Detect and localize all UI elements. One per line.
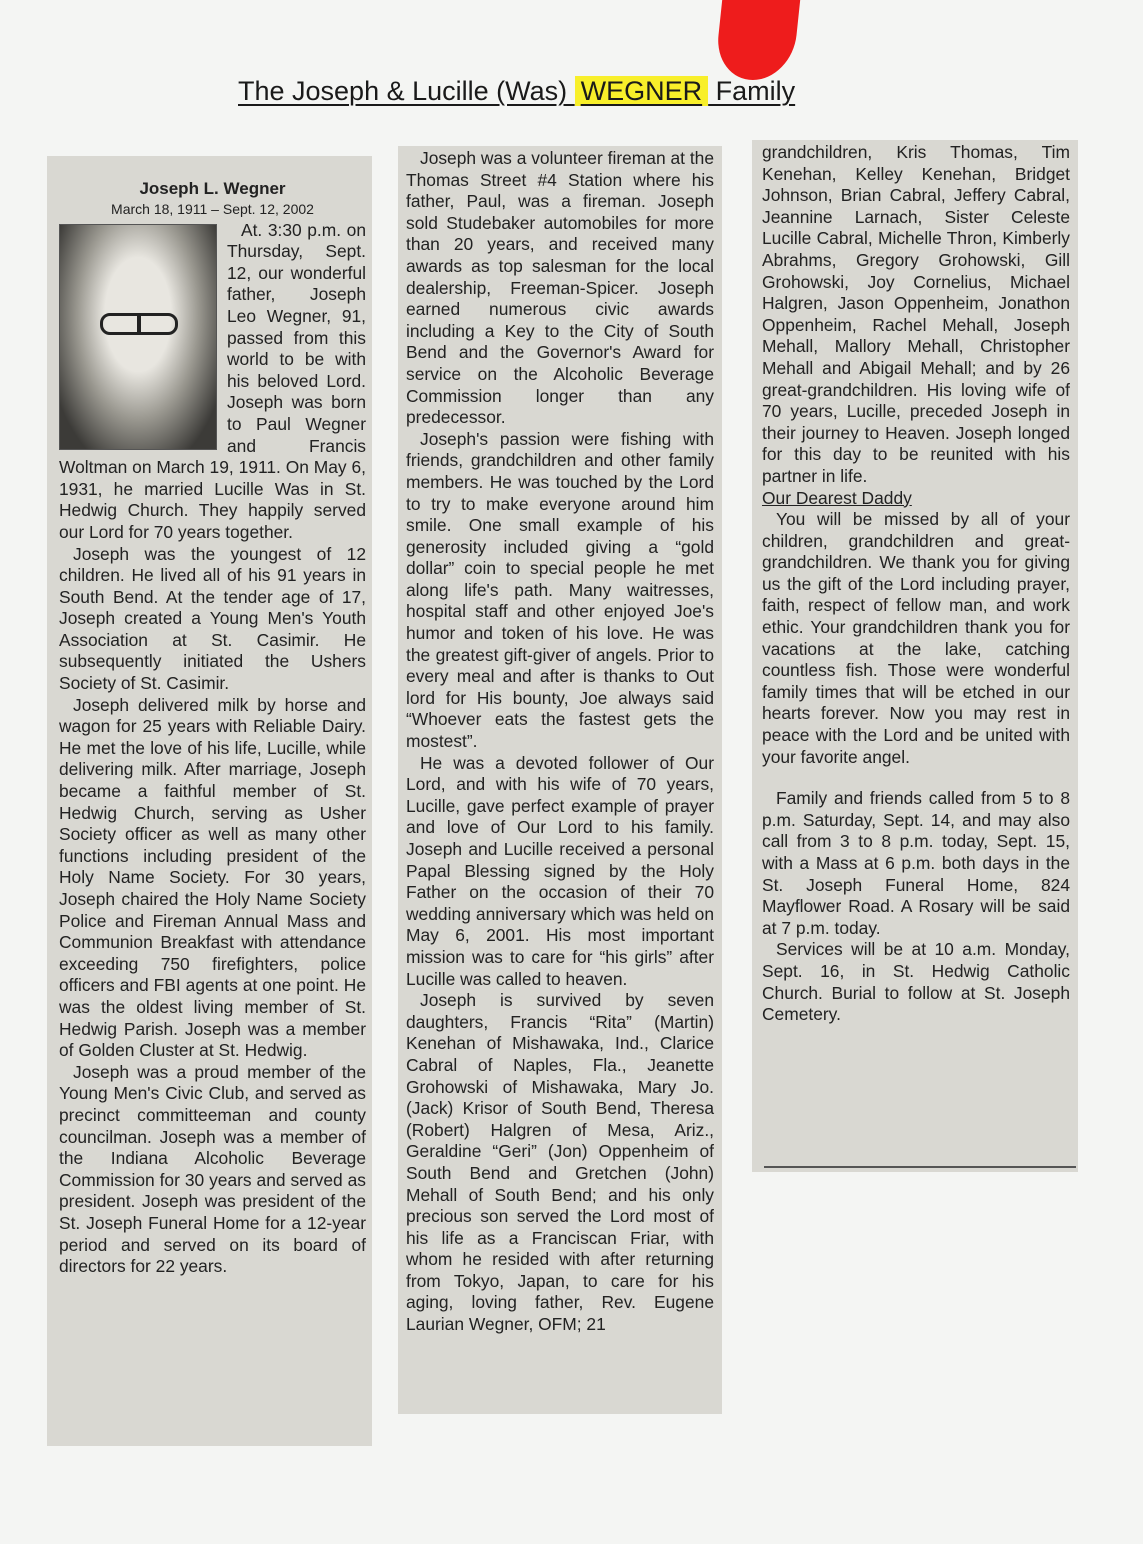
obituary-column-3: [752, 140, 1078, 1172]
paragraph: Joseph is survived by seven daughters, Francis “Rita” (Martin) Kenehan of Mishawaka, Ind., Clarice Cabral of Naples, Fla., Jeanette Grohowski of Mishawaka, Mary Jo. (Jack) Krisor of South Bend, Theresa (Robert) Halgren of Mesa, Ariz., Geraldine “Geri” (Jon) Oppenheim of South Bend and Gretchen (John) Mehall of South Bend; and his only precious son served the Lord most of his life as a Franciscan Friar, with whom he resided with after returning from Tokyo, Japan, to care for his aging, loving father, Rev. Eugene Laurian Wegner, OFM; 21: [406, 990, 714, 1335]
paragraph: grandchildren, Kris Thomas, Tim Kenehan, Kelley Kenehan, Bridget Johnson, Brian Cabral, Jeffery Cabral, Jeannine Larnach, Sister Celeste Lucille Cabral, Michelle Thron, Kimberly Abrahms, Gregory Grohowski, Gill Grohowski, Joy Cornelius, Michael Halgren, Jason Oppenheim, Jonathon Oppenheim, Rachel Mehall, Joseph Mehall, Mallory Mehall, Christopher Mehall and Abigail Mehall; and by 26 great-grandchildren. His loving wife of 70 years, Lucille, preceded Joseph in their journey to Heaven. Joseph longed for this day to be reunited with his partner in life.: [762, 142, 1070, 486]
paragraph: Joseph delivered milk by horse and wagon for 25 years with Reliable Dairy. He met the love of his life, Lucille, while delivering milk. After marriage, Joseph became a faithful member of St. Hedwig Church, serving as Usher Society officer as well as many other functions including president of the Holy Name Society. For 30 years, Joseph chaired the Holy Name Society Police and Fireman Annual Mass and Communion Breakfast with attendance exceeding 750 firefighters, police officers and FBI agents at one point. He was the oldest living member of St. Hedwig Parish. Joseph was a member of Golden Cluster at St. Hedwig.: [59, 694, 366, 1061]
paragraph: Joseph's passion were fishing with friends, grandchildren and other family members. He was touched by the Lord to try to make everyone around him smile. One small example of his generosity included giving a “gold dollar” coin to special people he met along life's path. Many waitresses, hospital staff and other enjoyed Joe's humor and token of his love. He was the greatest gift-giver of angels. Prior to every meal and after is thanks to Out lord for His bounty, Joe always said “Whoever eats the fastest gets the mostest”.: [406, 428, 714, 752]
page-heading: [238, 76, 938, 116]
heading-highlight: WEGNER: [575, 76, 709, 106]
paragraph: Services will be at 10 a.m. Monday, Sept. 16, in St. Hedwig Catholic Church. Burial to follow at St. Joseph Cemetery.: [762, 939, 1070, 1025]
paragraph: Joseph was the youngest of 12 children. He lived all of his 91 years in South Bend. At the tender age of 17, Joseph created a Young Men's Youth Association at St. Casimir. He subsequently initiated the Ushers Society of St. Casimir.: [59, 543, 366, 694]
heading-suffix: Family: [708, 76, 796, 106]
paragraph: You will be missed by all of your children, grandchildren and great-grandchildren. We thank you for giving us the gift of the Lord including prayer, faith, respect of fellow man, and work ethic. Your grandchildren thank you for vacations at the lake, catching countless fish. Those were wonderful family times that will be etched in our hearts forever. Now you may rest in peace with the Lord and be united with your favorite angel.: [762, 509, 1070, 767]
obituary-name: Joseph L. Wegner: [139, 179, 286, 198]
section-title: Our Dearest Daddy: [762, 487, 912, 508]
paragraph-text: At. 3:30 p.m. on Thursday, Sept. 12, our wonderful father, Joseph Leo Wegner, 91, passed from this world to be with his beloved Lord. Joseph was born to Paul Wegner and Francis Woltman on March 19, 1911. On May 6, 1931, he married Lucille Was in St. Hedwig Church. They happily served our Lord for 70 years together.: [59, 219, 366, 542]
portrait-photo: [59, 224, 217, 450]
heading-prefix: The Joseph & Lucille (Was): [238, 76, 575, 106]
spacer: [762, 768, 1070, 788]
red-tab-marker: [714, 0, 800, 80]
paragraph: Joseph was a proud member of the Young Men's Civic Club, and served as precinct committeeman and county councilman. Joseph was a member of the Indiana Alcoholic Beverage Commission for 30 years and served as president. Joseph was president of the St. Joseph Funeral Home for a 12-year period and served on its board of directors for 22 years.: [59, 1061, 366, 1277]
column-end-rule: [764, 1166, 1076, 1168]
paragraph: He was a devoted follower of Our Lord, and with his wife of 70 years, Lucille, gave perfect example of prayer and love of Our Lord to his family. Joseph and Lucille received a personal Papal Blessing signed by the Holy Father on the occasion of their 70 wedding anniversary which was held on May 6, 2001. His most important mission was to care for “his girls” after Lucille was called to heaven.: [406, 752, 714, 989]
paragraph: [59, 220, 366, 544]
portrait-glasses: [100, 313, 178, 335]
paragraph: Joseph was a volunteer fireman at the Thomas Street #4 Station where his father, Paul, was a fireman. Joseph sold Studebaker automobiles for more than 20 years, and received many awards as top salesman for the local dealership, Freeman-Spicer. Joseph earned numerous civic awards including a Key to the City of South Bend and the Governor's Award for service on the Alcoholic Beverage Commission longer than any predecessor.: [406, 148, 714, 428]
obituary-column-1: [47, 156, 372, 1446]
paragraph: Family and friends called from 5 to 8 p.m. Saturday, Sept. 14, and may also call from 3 to 8 p.m. today, Sept. 15, with a Mass at 6 p.m. both days in the St. Joseph Funeral Home, 824 Mayflower Road. A Rosary will be said at 7 p.m. today.: [762, 788, 1070, 938]
obituary-column-2: [398, 146, 722, 1414]
obituary-dates: March 18, 1911 – Sept. 12, 2002: [111, 200, 314, 217]
